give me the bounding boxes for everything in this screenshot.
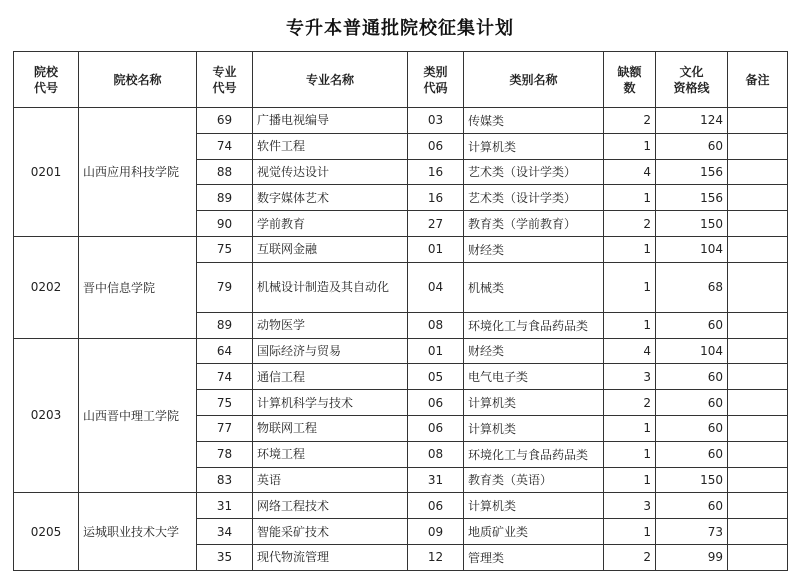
score-line-cell: 60 <box>656 390 728 416</box>
page-title: 专升本普通批院校征集计划 <box>286 18 514 39</box>
vacancies-cell: 1 <box>604 519 656 545</box>
major-code-cell: 31 <box>197 493 253 519</box>
header-major-name: 专业名称 <box>253 52 408 108</box>
category-code-cell: 09 <box>408 519 464 545</box>
category-name-cell: 机械类 <box>464 262 604 312</box>
vacancies-cell: 3 <box>604 364 656 390</box>
major-name-cell: 互联网金融 <box>253 236 408 262</box>
vacancies-cell: 2 <box>604 211 656 237</box>
score-line-cell: 156 <box>656 159 728 185</box>
remarks-cell <box>728 211 788 237</box>
remarks-cell <box>728 493 788 519</box>
category-name-cell: 传媒类 <box>464 108 604 134</box>
major-name-cell: 物联网工程 <box>253 415 408 441</box>
header-category-name: 类别名称 <box>464 52 604 108</box>
category-name-cell: 财经类 <box>464 236 604 262</box>
header-school-code: 院校 代号 <box>14 52 79 108</box>
major-name-cell: 英语 <box>253 467 408 493</box>
header-score-line: 文化 资格线 <box>656 52 728 108</box>
remarks-cell <box>728 312 788 338</box>
score-line-cell: 104 <box>656 338 728 364</box>
major-code-cell: 75 <box>197 236 253 262</box>
vacancies-cell: 2 <box>604 108 656 134</box>
table-row <box>14 338 788 364</box>
category-code-cell: 04 <box>408 262 464 312</box>
category-code-cell: 05 <box>408 364 464 390</box>
category-name-cell: 计算机类 <box>464 133 604 159</box>
score-line-cell: 60 <box>656 312 728 338</box>
score-line-cell: 104 <box>656 236 728 262</box>
remarks-cell <box>728 390 788 416</box>
category-code-cell: 08 <box>408 312 464 338</box>
score-line-cell: 60 <box>656 364 728 390</box>
score-line-cell: 156 <box>656 185 728 211</box>
major-name-cell: 现代物流管理 <box>253 544 408 570</box>
vacancies-cell: 4 <box>604 338 656 364</box>
header-vacancies: 缺额 数 <box>604 52 656 108</box>
school-code-cell: 0205 <box>14 493 79 570</box>
vacancies-cell: 1 <box>604 236 656 262</box>
category-code-cell: 06 <box>408 493 464 519</box>
major-code-cell: 35 <box>197 544 253 570</box>
score-line-cell: 150 <box>656 211 728 237</box>
vacancies-cell: 1 <box>604 441 656 467</box>
vacancies-cell: 1 <box>604 133 656 159</box>
category-name-cell: 环境化工与食品药品类 <box>464 312 604 338</box>
category-name-cell: 计算机类 <box>464 493 604 519</box>
major-name-cell: 广播电视编导 <box>253 108 408 134</box>
category-code-cell: 01 <box>408 236 464 262</box>
major-code-cell: 88 <box>197 159 253 185</box>
remarks-cell <box>728 262 788 312</box>
remarks-cell <box>728 133 788 159</box>
major-code-cell: 34 <box>197 519 253 545</box>
score-line-cell: 73 <box>656 519 728 545</box>
table-row <box>14 236 788 262</box>
vacancies-cell: 1 <box>604 312 656 338</box>
major-name-cell: 视觉传达设计 <box>253 159 408 185</box>
header-remarks: 备注 <box>728 52 788 108</box>
major-code-cell: 74 <box>197 364 253 390</box>
vacancies-cell: 2 <box>604 544 656 570</box>
vacancies-cell: 3 <box>604 493 656 519</box>
school-code-cell: 0203 <box>14 338 79 493</box>
school-code-cell: 0201 <box>14 108 79 237</box>
category-code-cell: 31 <box>408 467 464 493</box>
category-name-cell: 教育类（英语） <box>464 467 604 493</box>
remarks-cell <box>728 236 788 262</box>
category-code-cell: 16 <box>408 159 464 185</box>
major-name-cell: 通信工程 <box>253 364 408 390</box>
score-line-cell: 60 <box>656 441 728 467</box>
category-code-cell: 06 <box>408 415 464 441</box>
school-name-cell: 运城职业技术大学 <box>79 493 197 570</box>
vacancies-cell: 4 <box>604 159 656 185</box>
category-name-cell: 计算机类 <box>464 390 604 416</box>
table-row <box>14 108 788 134</box>
major-code-cell: 64 <box>197 338 253 364</box>
category-name-cell: 管理类 <box>464 544 604 570</box>
category-code-cell: 03 <box>408 108 464 134</box>
category-code-cell: 08 <box>408 441 464 467</box>
major-name-cell: 计算机科学与技术 <box>253 390 408 416</box>
major-code-cell: 74 <box>197 133 253 159</box>
vacancies-cell: 1 <box>604 262 656 312</box>
remarks-cell <box>728 467 788 493</box>
vacancies-cell: 2 <box>604 390 656 416</box>
remarks-cell <box>728 519 788 545</box>
category-name-cell: 计算机类 <box>464 415 604 441</box>
major-code-cell: 90 <box>197 211 253 237</box>
score-line-cell: 150 <box>656 467 728 493</box>
major-code-cell: 69 <box>197 108 253 134</box>
score-line-cell: 124 <box>656 108 728 134</box>
major-name-cell: 学前教育 <box>253 211 408 237</box>
category-name-cell: 艺术类（设计学类） <box>464 185 604 211</box>
category-name-cell: 财经类 <box>464 338 604 364</box>
major-code-cell: 89 <box>197 185 253 211</box>
remarks-cell <box>728 364 788 390</box>
remarks-cell <box>728 159 788 185</box>
major-name-cell: 国际经济与贸易 <box>253 338 408 364</box>
category-name-cell: 艺术类（设计学类） <box>464 159 604 185</box>
table-header-row <box>14 52 788 108</box>
score-line-cell: 68 <box>656 262 728 312</box>
remarks-cell <box>728 108 788 134</box>
major-name-cell: 网络工程技术 <box>253 493 408 519</box>
major-name-cell: 环境工程 <box>253 441 408 467</box>
category-name-cell: 环境化工与食品药品类 <box>464 441 604 467</box>
major-name-cell: 智能采矿技术 <box>253 519 408 545</box>
header-major-code: 专业 代号 <box>197 52 253 108</box>
remarks-cell <box>728 441 788 467</box>
score-line-cell: 99 <box>656 544 728 570</box>
school-name-cell: 山西应用科技学院 <box>79 108 197 237</box>
major-code-cell: 83 <box>197 467 253 493</box>
category-code-cell: 27 <box>408 211 464 237</box>
remarks-cell <box>728 544 788 570</box>
major-name-cell: 数字媒体艺术 <box>253 185 408 211</box>
major-code-cell: 78 <box>197 441 253 467</box>
major-code-cell: 77 <box>197 415 253 441</box>
school-name-cell: 晋中信息学院 <box>79 236 197 338</box>
table-row <box>14 493 788 519</box>
category-code-cell: 01 <box>408 338 464 364</box>
category-code-cell: 06 <box>408 390 464 416</box>
remarks-cell <box>728 185 788 211</box>
category-code-cell: 06 <box>408 133 464 159</box>
category-name-cell: 电气电子类 <box>464 364 604 390</box>
category-code-cell: 12 <box>408 544 464 570</box>
vacancies-cell: 1 <box>604 467 656 493</box>
major-code-cell: 89 <box>197 312 253 338</box>
school-code-cell: 0202 <box>14 236 79 338</box>
score-line-cell: 60 <box>656 133 728 159</box>
major-name-cell: 机械设计制造及其自动化 <box>253 262 408 312</box>
vacancies-cell: 1 <box>604 185 656 211</box>
major-code-cell: 75 <box>197 390 253 416</box>
score-line-cell: 60 <box>656 493 728 519</box>
header-school-name: 院校名称 <box>79 52 197 108</box>
category-name-cell: 教育类（学前教育） <box>464 211 604 237</box>
school-name-cell: 山西晋中理工学院 <box>79 338 197 493</box>
header-category-code: 类别 代码 <box>408 52 464 108</box>
remarks-cell <box>728 415 788 441</box>
major-code-cell: 79 <box>197 262 253 312</box>
remarks-cell <box>728 338 788 364</box>
major-name-cell: 动物医学 <box>253 312 408 338</box>
vacancies-cell: 1 <box>604 415 656 441</box>
category-code-cell: 16 <box>408 185 464 211</box>
admission-plan-table <box>13 51 788 571</box>
category-name-cell: 地质矿业类 <box>464 519 604 545</box>
score-line-cell: 60 <box>656 415 728 441</box>
major-name-cell: 软件工程 <box>253 133 408 159</box>
